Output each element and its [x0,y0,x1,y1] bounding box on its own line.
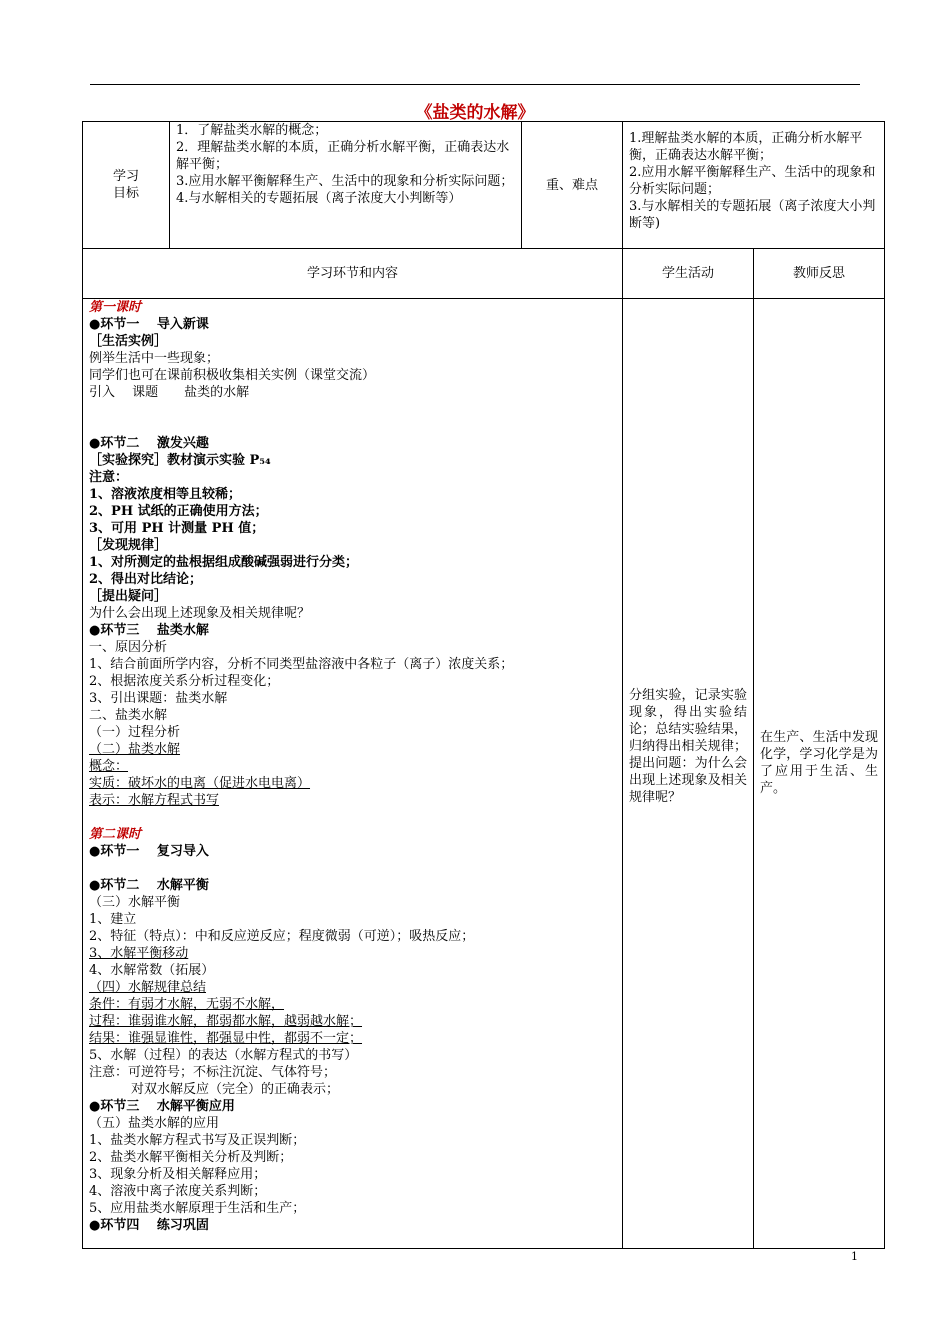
objective-item: 4.与水解相关的专题拓展（离子浓度大小判断等） [176,191,462,206]
content-line: 一、原因分析 [89,640,168,655]
student-header: 学生活动 [623,249,754,299]
content-line: 5、应用盐类水解原理于生活和生产； [89,1201,306,1216]
content-line: 概念： [89,759,129,774]
section-heading: ●环节四 练习巩固 [89,1218,209,1233]
content-line: 4、水解常数（拓展） [89,963,215,978]
content-line: 1、溶液浓度相等且较稀； [89,487,242,502]
content-line: 2、盐类水解平衡相关分析及判断； [89,1150,293,1165]
student-activity: 分组实验，记录实验现象，得出实验结论；总结实验结果，归纳得出相关规律；提出问题：为什么会出现上述现象及相关规律呢？ [623,299,754,1249]
content-line: 同学们也可在课前积极收集相关实例（课堂交流） [89,368,376,383]
content-line: 2、特征（特点）：中和反应逆反应；程度微弱（可逆）；吸热反应； [89,929,475,944]
subheading: ［实验探究］教材演示实验 P₅₄ [89,453,271,468]
teacher-header: 教师反思 [754,249,885,299]
subheading: ［生活实例］ [89,334,168,349]
lesson-content [83,299,623,1249]
header-rule [90,84,860,85]
key-points-list [623,122,885,249]
objectives-label-line-2: 目标 [112,186,139,201]
header-row [83,249,885,299]
content-line: 过程：谁弱谁水解，都弱都水解，越弱越水解； [89,1014,363,1029]
content-line: 注意：可逆符号；不标注沉淀、气体符号； [89,1065,337,1080]
teacher-reflection: 在生产、生活中发现化学，学习化学是为了应用于生活、生产。 [754,299,885,1249]
content-line: （二）盐类水解 [89,742,181,757]
content-line: 1、建立 [89,912,137,927]
content-row [83,299,885,1249]
spacer [89,809,616,826]
content-line: 3、水解平衡移动 [89,946,189,961]
content-line: （四）水解规律总结 [89,980,207,995]
content-line: 二、盐类水解 [89,708,168,723]
objective-item: 2．理解盐类水解的本质，正确分析水解平衡，正确表达水解平衡； [176,140,510,172]
objectives-row [83,122,885,249]
key-point-item: 1.理解盐类水解的本质，正确分析水解平衡，正确表达水解平衡； [629,131,863,163]
content-line: （一）过程分析 [89,725,181,740]
content-line: 3、可用 PH 计测量 PH 值； [89,521,265,536]
document-title: 《盐类的水解》 [415,103,535,123]
content-line: 例举生活中一些现象； [89,351,220,366]
lesson-plan-table [82,121,885,1249]
key-points-label: 重、难点 [522,122,623,249]
lesson-1-title: 第一课时 [89,300,142,315]
content-line: 表示：水解方程式书写 [89,793,220,808]
content-line: 注意： [89,470,129,485]
section-heading: ●环节三 盐类水解 [89,623,209,638]
spacer [89,401,616,435]
content-line: 3、引出课题：盐类水解 [89,691,228,706]
key-point-item: 3.与水解相关的专题拓展（离子浓度大小判断等) [629,199,876,231]
objectives-label-line-1: 学习 [112,169,139,184]
subheading: ［提出疑问］ [89,589,168,604]
section-heading: ●环节二 水解平衡 [89,878,209,893]
spacer [89,860,616,877]
content-line: 4、溶液中离子浓度关系判断； [89,1184,267,1199]
content-line: （五）盐类水解的应用 [89,1116,220,1131]
lesson-2-title: 第二课时 [89,827,142,842]
objective-item: 1．了解盐类水解的概念； [176,123,328,138]
content-line: 2、得出对比结论； [89,572,203,587]
content-line: 2、根据浓度关系分析过程变化； [89,674,280,689]
content-line: 结果：谁强显谁性，都强显中性，都弱不一定； [89,1031,363,1046]
key-point-item: 2.应用水解平衡解释生产、生活中的现象和分析实际问题； [629,165,876,197]
content-line: 1、对所测定的盐根据组成酸碱强弱进行分类； [89,555,359,570]
section-heading: ●环节三 水解平衡应用 [89,1099,235,1114]
content-line: 1、盐类水解方程式书写及正误判断； [89,1133,306,1148]
content-line: 实质：破坏水的电离（促进水电电离） [89,776,311,791]
subheading: ［发现规律］ [89,538,168,553]
objectives-list [170,122,522,249]
section-heading: ●环节一 复习导入 [89,844,209,859]
content-line: 为什么会出现上述现象及相关规律呢？ [89,606,311,621]
content-line: 3、现象分析及相关解释应用； [89,1167,267,1182]
content-line: 5、水解（过程）的表达（水解方程式的书写） [89,1048,358,1063]
objectives-label [83,122,170,249]
content-line: （三）水解平衡 [89,895,181,910]
page-number: 1 [851,1250,858,1263]
content-line: 引入 课题 盐类的水解 [89,385,250,400]
content-line: 对双水解反应（完全）的正确表示； [131,1082,340,1097]
content-line: 1、结合前面所学内容，分析不同类型盐溶液中各粒子（离子）浓度关系； [89,657,514,672]
objective-item: 3.应用水解平衡解释生产、生活中的现象和分析实际问题； [176,174,514,189]
section-heading: ●环节二 激发兴趣 [89,436,209,451]
content-header: 学习环节和内容 [83,249,623,299]
section-heading: ●环节一 导入新课 [89,317,209,332]
content-line: 条件：有弱才水解，无弱不水解， [89,997,285,1012]
content-line: 2、PH 试纸的正确使用方法； [89,504,268,519]
